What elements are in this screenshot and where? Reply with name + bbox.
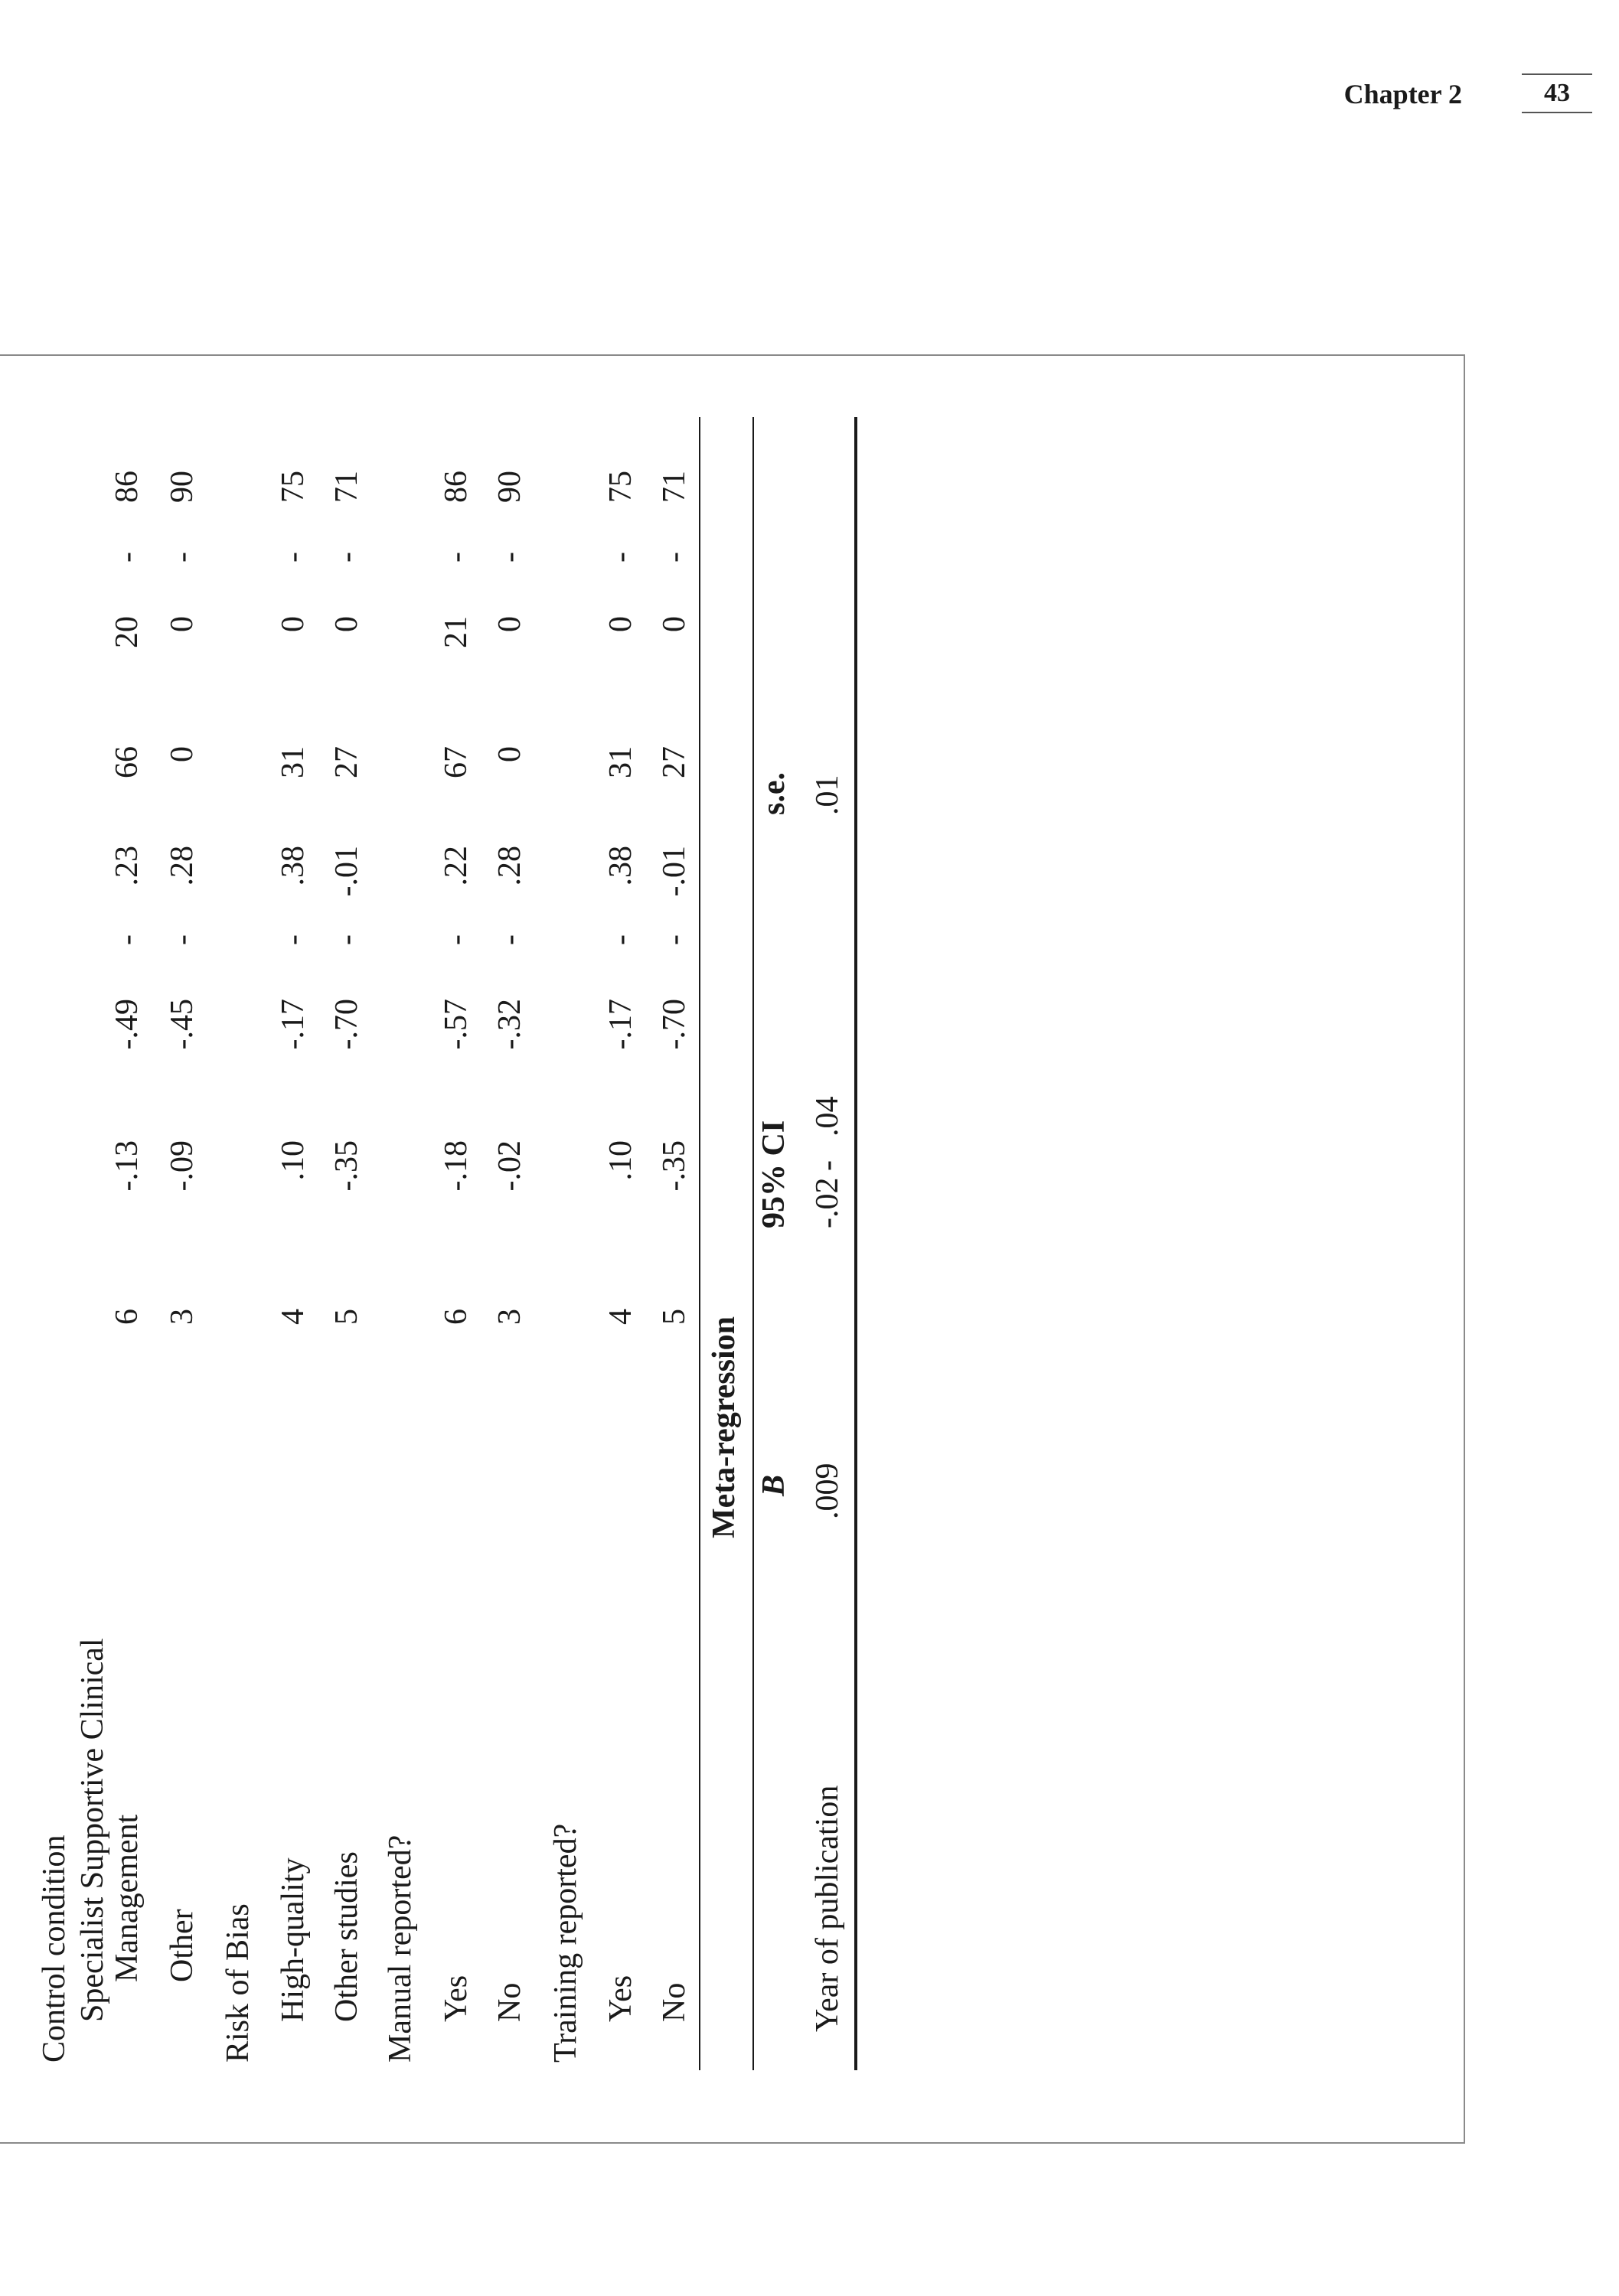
cell-i2-high: 71 bbox=[329, 471, 364, 503]
rotated-table-frame bbox=[0, 354, 1465, 2144]
cell-i2-low: 0 bbox=[492, 616, 527, 632]
cell-ci-high: .38 bbox=[276, 846, 311, 886]
cell-i2-high: 71 bbox=[657, 471, 692, 503]
rule-table-bottom bbox=[854, 417, 857, 2070]
cell-k: 6 bbox=[109, 1309, 145, 1325]
cell-i2-high: 75 bbox=[603, 471, 638, 503]
cell-ci-high: .28 bbox=[165, 846, 200, 886]
cell-i2-low: 0 bbox=[165, 616, 200, 632]
ci-dash: - bbox=[603, 934, 638, 945]
cell-i2: 31 bbox=[276, 746, 311, 778]
i2-dash: - bbox=[165, 552, 200, 563]
row-label: Other studies bbox=[329, 1851, 364, 2022]
cell-i2-high: 90 bbox=[165, 471, 200, 503]
row-label: Manual reported? bbox=[383, 1835, 418, 2063]
i2-dash: - bbox=[603, 552, 638, 563]
i2-dash: - bbox=[492, 552, 527, 563]
i2-dash: - bbox=[657, 552, 692, 563]
cell-i2-high: 75 bbox=[276, 471, 311, 503]
page-number: 43 bbox=[1522, 73, 1592, 113]
meta-col-se: s.e. bbox=[756, 772, 792, 815]
cell-g: .10 bbox=[276, 1140, 311, 1181]
row-label: Yes bbox=[603, 1975, 638, 2022]
cell-i2-low: 0 bbox=[329, 616, 364, 632]
cell-i2: 31 bbox=[603, 746, 638, 778]
i2-dash: - bbox=[276, 552, 311, 563]
rule-above-meta-regression bbox=[699, 417, 700, 2070]
ci-dash: - bbox=[276, 934, 311, 945]
i2-dash: - bbox=[439, 552, 474, 563]
cell-ci-low: -.70 bbox=[329, 999, 364, 1050]
meta-row-label: Year of publication bbox=[810, 1785, 845, 2032]
cell-i2-high: 86 bbox=[439, 471, 474, 503]
row-label: Control condition bbox=[37, 1835, 72, 2063]
chapter-label: Chapter 2 bbox=[1343, 79, 1462, 109]
meta-ci-high: .04 bbox=[810, 1096, 845, 1137]
meta-b: .009 bbox=[810, 1463, 845, 1519]
running-head bbox=[1301, 73, 1592, 119]
ci-dash: - bbox=[109, 934, 145, 945]
row-label: Risk of Bias bbox=[220, 1903, 256, 2063]
ci-dash: - bbox=[492, 934, 527, 945]
cell-i2-low: 0 bbox=[657, 616, 692, 632]
cell-i2: 27 bbox=[657, 746, 692, 778]
cell-i2: 66 bbox=[109, 746, 145, 778]
cell-i2-high: 86 bbox=[109, 471, 145, 503]
row-label: Management bbox=[109, 1814, 145, 1982]
cell-i2: 0 bbox=[165, 746, 200, 762]
cell-g: -.35 bbox=[657, 1140, 692, 1192]
ci-dash: - bbox=[657, 934, 692, 945]
cell-ci-low: -.45 bbox=[165, 999, 200, 1050]
cell-k: 6 bbox=[439, 1309, 474, 1325]
cell-i2-low: 0 bbox=[603, 616, 638, 632]
cell-i2-high: 90 bbox=[492, 471, 527, 503]
cell-g: -.35 bbox=[329, 1140, 364, 1192]
cell-i2: 0 bbox=[492, 746, 527, 762]
i2-dash: - bbox=[329, 552, 364, 563]
cell-ci-high: .38 bbox=[603, 846, 638, 886]
cell-i2-low: 21 bbox=[439, 616, 474, 648]
cell-g: -.18 bbox=[439, 1140, 474, 1192]
cell-ci-low: -.49 bbox=[109, 999, 145, 1050]
row-label: No bbox=[492, 1982, 527, 2022]
row-label: No bbox=[657, 1982, 692, 2022]
i2-dash: - bbox=[109, 552, 145, 563]
cell-ci-high: -.01 bbox=[657, 846, 692, 897]
meta-col-ci: 95% CI bbox=[756, 1120, 792, 1228]
cell-g: -.09 bbox=[165, 1140, 200, 1192]
cell-ci-low: -.17 bbox=[276, 999, 311, 1050]
cell-k: 5 bbox=[329, 1309, 364, 1325]
cell-k: 4 bbox=[603, 1309, 638, 1325]
row-label: Yes bbox=[439, 1975, 474, 2022]
cell-g: .10 bbox=[603, 1140, 638, 1181]
cell-ci-low: -.32 bbox=[492, 999, 527, 1050]
cell-k: 5 bbox=[657, 1309, 692, 1325]
cell-ci-low: -.17 bbox=[603, 999, 638, 1050]
cell-i2-low: 0 bbox=[276, 616, 311, 632]
meta-regression-title: Meta-regression bbox=[707, 1316, 742, 1538]
row-label: Specialist Supportive Clinical bbox=[75, 1638, 110, 2022]
row-label: Other bbox=[165, 1909, 200, 1982]
cell-g: -.13 bbox=[109, 1140, 145, 1192]
cell-k: 3 bbox=[165, 1309, 200, 1325]
cell-i2: 27 bbox=[329, 746, 364, 778]
cell-ci-low: -.70 bbox=[657, 999, 692, 1050]
cell-ci-high: .22 bbox=[439, 846, 474, 886]
meta-ci-low: -.02 bbox=[810, 1177, 845, 1228]
cell-k: 4 bbox=[276, 1309, 311, 1325]
cell-i2-low: 20 bbox=[109, 616, 145, 648]
row-label: High-quality bbox=[276, 1857, 311, 2022]
cell-ci-high: -.01 bbox=[329, 846, 364, 897]
meta-se: .01 bbox=[810, 775, 845, 815]
rule-below-meta-regression-title bbox=[752, 417, 754, 2070]
cell-ci-high: .28 bbox=[492, 846, 527, 886]
meta-ci-dash: - bbox=[810, 1160, 845, 1171]
meta-col-b: B bbox=[756, 1474, 792, 1496]
row-label: Training reported? bbox=[548, 1823, 583, 2063]
cell-i2: 67 bbox=[439, 746, 474, 778]
cell-ci-low: -.57 bbox=[439, 999, 474, 1050]
rotated-table bbox=[0, 356, 1445, 2116]
cell-k: 3 bbox=[492, 1309, 527, 1325]
ci-dash: - bbox=[439, 934, 474, 945]
cell-g: -.02 bbox=[492, 1140, 527, 1192]
ci-dash: - bbox=[329, 934, 364, 945]
ci-dash: - bbox=[165, 934, 200, 945]
cell-ci-high: .23 bbox=[109, 846, 145, 886]
